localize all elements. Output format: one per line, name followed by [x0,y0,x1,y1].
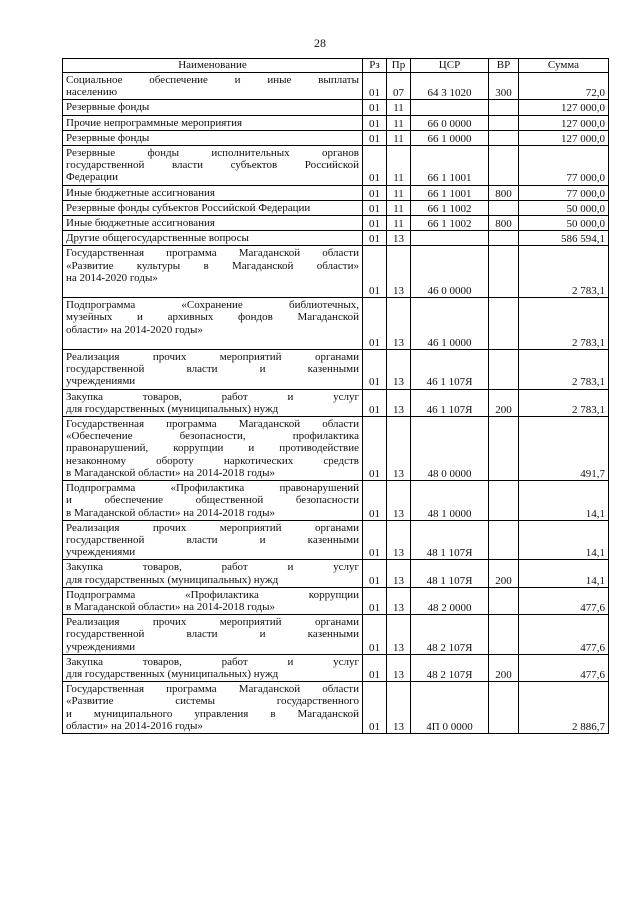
row-sum-cell: 50 000,0 [519,216,609,231]
row-name-cell [63,520,363,560]
row-rz-cell: 01 [363,350,387,390]
row-name-line [66,284,359,296]
row-vr-cell: 800 [489,216,519,231]
row-name-line: Реализация прочих мероприятий органами [66,616,359,629]
row-pr-cell: 07 [387,73,411,100]
row-name-line: Подпрограмма «Профилактика коррупции [66,588,359,601]
table-row [63,481,609,521]
table-header-row [63,59,609,73]
row-sum-cell: 477,6 [519,587,609,614]
row-csr-cell: 66 1 0000 [411,130,489,145]
row-pr-cell: 13 [387,615,411,655]
row-name-cell [63,560,363,587]
row-sum-cell: 72,0 [519,73,609,100]
table-row [63,200,609,215]
row-vr-cell [489,520,519,560]
row-sum-cell: 2 783,1 [519,246,609,298]
row-name-line: государственной власти и казенными [66,363,359,376]
row-csr-cell: 48 1 107Я [411,560,489,587]
row-rz-cell: 01 [363,481,387,521]
row-vr-cell [489,682,519,734]
row-name-line: для государственных (муниципальных) нужд [66,402,279,415]
row-name-cell [63,115,363,130]
budget-table [62,58,609,734]
row-vr-cell: 800 [489,185,519,200]
row-sum-cell: 77 000,0 [519,146,609,186]
row-sum-cell: 2 783,1 [519,389,609,416]
row-name-cell [63,185,363,200]
row-name-line: учреждениями [66,640,136,653]
row-sum-cell: 477,6 [519,615,609,655]
row-name-line: Государственная программа Магаданской области [66,418,359,431]
row-name-cell [63,100,363,115]
row-vr-cell [489,231,519,246]
row-vr-cell [489,587,519,614]
row-name-line: Государственная программа Магаданской области [66,247,359,260]
row-name-cell [63,298,363,350]
row-vr-cell [489,246,519,298]
row-csr-cell: 46 1 107Я [411,389,489,416]
row-sum-cell: 2 783,1 [519,298,609,350]
row-rz-cell: 01 [363,146,387,186]
row-vr-cell: 300 [489,73,519,100]
row-csr-cell: 46 1 0000 [411,298,489,350]
row-rz-cell: 01 [363,520,387,560]
row-pr-cell: 13 [387,481,411,521]
row-name-line: Закупка товаров, работ и услуг [66,655,359,668]
row-name-cell [63,654,363,681]
table-row [63,560,609,587]
row-name-cell [63,216,363,231]
row-sum-cell: 127 000,0 [519,100,609,115]
row-name-line: государственной власти и казенными [66,628,359,641]
row-csr-cell: 46 0 0000 [411,246,489,298]
row-rz-cell: 01 [363,417,387,481]
row-name-line: и обеспечение общественной безопасности [66,494,359,507]
row-name-line: Федерации [66,171,118,184]
row-csr-cell: 66 0 0000 [411,115,489,130]
row-name-line: и муниципального управления в Магаданской [66,707,359,720]
table-row [63,73,609,100]
row-csr-cell: 46 1 107Я [411,350,489,390]
row-name-line: государственной власти субъектов Российской [66,159,359,172]
row-pr-cell: 13 [387,520,411,560]
row-vr-cell [489,115,519,130]
row-csr-cell: 4П 0 0000 [411,682,489,734]
row-name-cell [63,481,363,521]
row-csr-cell: 66 1 1002 [411,216,489,231]
row-name-cell [63,615,363,655]
row-csr-cell: 48 1 107Я [411,520,489,560]
row-rz-cell: 01 [363,231,387,246]
row-pr-cell: 11 [387,130,411,145]
row-sum-cell: 14,1 [519,520,609,560]
table-row [63,389,609,416]
table-row [63,231,609,246]
row-csr-cell: 48 2 0000 [411,587,489,614]
row-csr-cell: 48 2 107Я [411,654,489,681]
row-vr-cell [489,100,519,115]
row-rz-cell: 01 [363,682,387,734]
header-pr: Пр [387,59,411,73]
row-name-line: Подпрограмма «Профилактика правонарушений [66,482,359,495]
row-name-line: на 2014-2020 годы» [66,271,158,284]
row-vr-cell: 200 [489,654,519,681]
row-vr-cell: 200 [489,560,519,587]
row-vr-cell [489,130,519,145]
row-vr-cell [489,615,519,655]
row-csr-cell: 48 0 0000 [411,417,489,481]
row-name-line: Реализация прочих мероприятий органами [66,521,359,534]
row-name-line: Реализация прочих мероприятий органами [66,351,359,364]
row-rz-cell: 01 [363,246,387,298]
row-name-line: для государственных (муниципальных) нужд [66,667,279,680]
row-name-cell [63,73,363,100]
table-row [63,130,609,145]
row-rz-cell: 01 [363,100,387,115]
row-sum-cell: 491,7 [519,417,609,481]
row-sum-cell: 127 000,0 [519,130,609,145]
row-name-cell [63,146,363,186]
row-name-line: «Развитие системы государственного [66,695,359,708]
table-row [63,615,609,655]
row-rz-cell: 01 [363,216,387,231]
row-rz-cell: 01 [363,200,387,215]
row-pr-cell: 13 [387,682,411,734]
header-name: Наименование [63,59,363,73]
row-name-line: в Магаданской области» на 2014-2018 годы» [66,600,276,613]
row-sum-cell: 14,1 [519,560,609,587]
row-name-line: Резервные фонды [66,131,150,144]
row-vr-cell [489,200,519,215]
row-name-cell [63,682,363,734]
row-pr-cell: 13 [387,350,411,390]
row-pr-cell: 13 [387,389,411,416]
row-name-line: Закупка товаров, работ и услуг [66,390,359,403]
row-sum-cell: 586 594,1 [519,231,609,246]
row-name-cell [63,389,363,416]
row-name-line: государственной власти и казенными [66,533,359,546]
row-sum-cell: 77 000,0 [519,185,609,200]
row-rz-cell: 01 [363,560,387,587]
table-row [63,654,609,681]
row-sum-cell: 50 000,0 [519,200,609,215]
header-rz: Рз [363,59,387,73]
row-vr-cell [489,350,519,390]
row-name-cell [63,200,363,215]
row-sum-cell: 127 000,0 [519,115,609,130]
row-name-line: в Магаданской области» на 2014-2018 годы» [66,466,276,479]
row-rz-cell: 01 [363,587,387,614]
row-name-cell [63,246,363,298]
row-vr-cell [489,298,519,350]
row-csr-cell: 66 1 1002 [411,200,489,215]
row-rz-cell: 01 [363,298,387,350]
row-name-cell [63,587,363,614]
row-name-line: «Развитие культуры в Магаданской области» [66,259,359,272]
row-name-cell [63,350,363,390]
row-rz-cell: 01 [363,389,387,416]
row-vr-cell [489,417,519,481]
row-pr-cell: 13 [387,231,411,246]
row-rz-cell: 01 [363,115,387,130]
row-name-line: Резервные фонды субъектов Российской Федерации [66,201,311,214]
row-vr-cell [489,481,519,521]
row-name-line: области» на 2014-2020 годы» [66,323,203,336]
table-row [63,146,609,186]
row-csr-cell [411,100,489,115]
table-row [63,417,609,481]
table-row [63,298,609,350]
row-name-line: Другие общегосударственные вопросы [66,232,249,245]
row-name-line: Иные бюджетные ассигнования [66,186,215,199]
table-row [63,587,609,614]
row-name-cell [63,231,363,246]
row-name-line: учреждениями [66,546,136,559]
row-rz-cell: 01 [363,185,387,200]
row-csr-cell: 66 1 1001 [411,146,489,186]
row-name-line: Иные бюджетные ассигнования [66,217,215,230]
table-row [63,682,609,734]
row-name-cell [63,130,363,145]
row-name-line: населению [66,86,118,99]
row-name-line: Закупка товаров, работ и услуг [66,561,359,574]
row-pr-cell: 11 [387,200,411,215]
row-csr-cell: 64 3 1020 [411,73,489,100]
row-vr-cell: 200 [489,389,519,416]
row-pr-cell: 11 [387,100,411,115]
row-name-line [66,336,359,348]
table-row [63,100,609,115]
row-name-line: незаконному обороту наркотических средств [66,454,359,467]
row-name-line: правонарушений, коррупции и противодействие [66,442,359,455]
header-sum: Сумма [519,59,609,73]
row-pr-cell: 11 [387,216,411,231]
row-csr-cell: 66 1 1001 [411,185,489,200]
row-pr-cell: 11 [387,185,411,200]
table-row [63,185,609,200]
row-pr-cell: 13 [387,417,411,481]
row-name-line: в Магаданской области» на 2014-2018 годы» [66,506,276,519]
row-name-line: Прочие непрограммные мероприятия [66,116,243,129]
row-csr-cell: 48 1 0000 [411,481,489,521]
row-pr-cell: 13 [387,246,411,298]
row-name-line: Государственная программа Магаданской области [66,683,359,696]
row-name-line: Резервные фонды исполнительных органов [66,147,359,160]
row-sum-cell: 477,6 [519,654,609,681]
row-sum-cell: 2 783,1 [519,350,609,390]
row-name-line: учреждениями [66,375,136,388]
row-sum-cell: 14,1 [519,481,609,521]
table-row [63,246,609,298]
table-row [63,115,609,130]
row-pr-cell: 11 [387,146,411,186]
row-name-line: Подпрограмма «Сохранение библиотечных, [66,299,359,312]
row-pr-cell: 11 [387,115,411,130]
row-csr-cell: 48 2 107Я [411,615,489,655]
row-sum-cell: 2 886,7 [519,682,609,734]
row-name-line: Социальное обеспечение и иные выплаты [66,74,359,86]
row-name-line: Резервные фонды [66,101,150,114]
header-vr: ВР [489,59,519,73]
row-name-cell [63,417,363,481]
row-pr-cell: 13 [387,298,411,350]
row-pr-cell: 13 [387,560,411,587]
page-number: 28 [314,36,326,50]
row-rz-cell: 01 [363,615,387,655]
row-name-line: области» на 2014-2016 годы» [66,719,203,732]
table-row [63,216,609,231]
table-row [63,520,609,560]
row-rz-cell: 01 [363,73,387,100]
row-name-line: музейных и архивных фондов Магаданской [66,311,359,324]
row-rz-cell: 01 [363,654,387,681]
row-name-line: для государственных (муниципальных) нужд [66,573,279,586]
row-pr-cell: 13 [387,654,411,681]
table-row [63,350,609,390]
row-vr-cell [489,146,519,186]
row-pr-cell: 13 [387,587,411,614]
row-csr-cell [411,231,489,246]
row-name-line: «Обеспечение безопасности, профилактика [66,430,359,443]
row-rz-cell: 01 [363,130,387,145]
header-csr: ЦСР [411,59,489,73]
